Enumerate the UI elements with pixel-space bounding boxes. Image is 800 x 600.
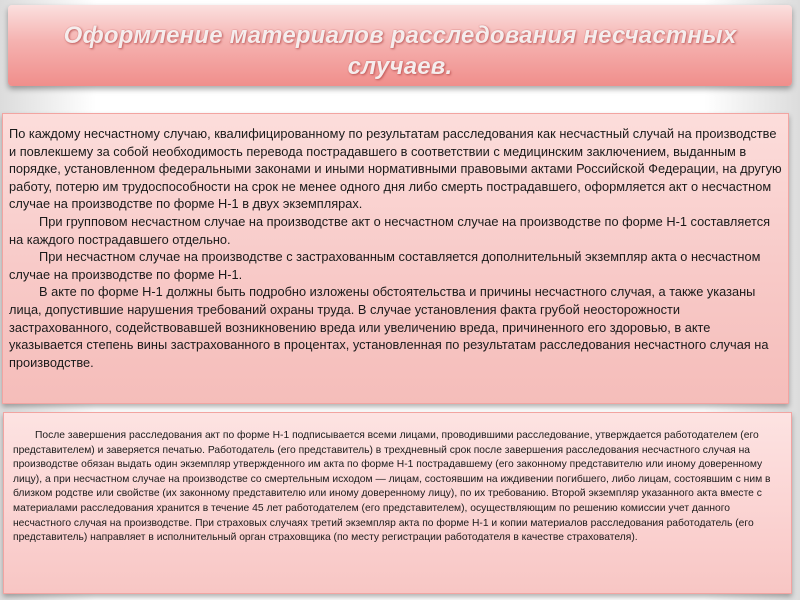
paragraph-insured-case: При несчастном случае на производстве с застрахованным составляется дополнительный экземпляр акта о несчастном случае на производстве по форме Н-1. xyxy=(9,249,761,282)
paragraph-group-case: При групповом несчастном случае на производстве акт о несчастном случае на производстве по форме Н-1 составляется на каждого пострадавшего отдельно. xyxy=(9,213,771,247)
paragraph-definition: По каждому несчастному случаю, квалифицированному по результатам расследования как несчастный случай на производстве и повлекшему за собой необходимость перевода пострадавшего в соответствии с медицинским заключением, выданным в порядке, установленном федеральными законами и иными нормативными правовыми актами Российской Федерации, на другую работу, потерю им трудоспособности на срок не менее одного дня либо смерть пострадавшего, оформляется акт о несчастном случае на производстве по форме Н-1 в двух экземплярах. xyxy=(9,126,782,212)
slide-title: Оформление материалов расследования несчастных случаев. xyxy=(63,22,737,80)
title-banner xyxy=(8,5,792,86)
paragraph-act-signing: После завершения расследования акт по форме Н-1 подписывается всеми лицами, проводившими расследование, утверждается работодателем (его представителем) и заверяется печатью. Работодатель (его представитель) в трехдневный срок после завершения расследования несчастного случая на производстве обязан выдать один экземпляр утвержденного им акта по форме Н-1 пострадавшему (его законному представителю или иному доверенному лицу), а при несчастном случае на производстве со смертельным исходом — лицам, состоявшим на иждивении погибшего, либо лицам, состоявшим с ним в близком родстве или свойстве (их законному представителю или иному доверенному лицу), по их требованию. Второй экземпляр указанного акта вместе с материалами расследования хранится в течение 45 лет работодателем (его представителем), осуществляющим по решению комиссии учет данного несчастного случая на производстве. При страховых случаях третий экземпляр акта по форме Н-1 и копии материалов расследования работодатель (его представитель) направляет в исполнительный орган страховщика (по месту регистрации работодателя в качестве страхователя). xyxy=(13,430,771,544)
paragraph-act-contents: В акте по форме Н-1 должны быть подробно изложены обстоятельства и причины несчастного случая, а также указаны лица, допустившие нарушения требований охраны труда. В случае установления факта грубой неосторожности застрахованного, содействовавшей возникновению вреда или увеличению вреда, причиненного его здоровью, в акте указывается степень вины застрахованного в процентах, установленная по результатам расследования несчастного случая на производстве. xyxy=(9,284,769,370)
secondary-text-box xyxy=(3,412,792,594)
main-text-box xyxy=(2,113,789,404)
